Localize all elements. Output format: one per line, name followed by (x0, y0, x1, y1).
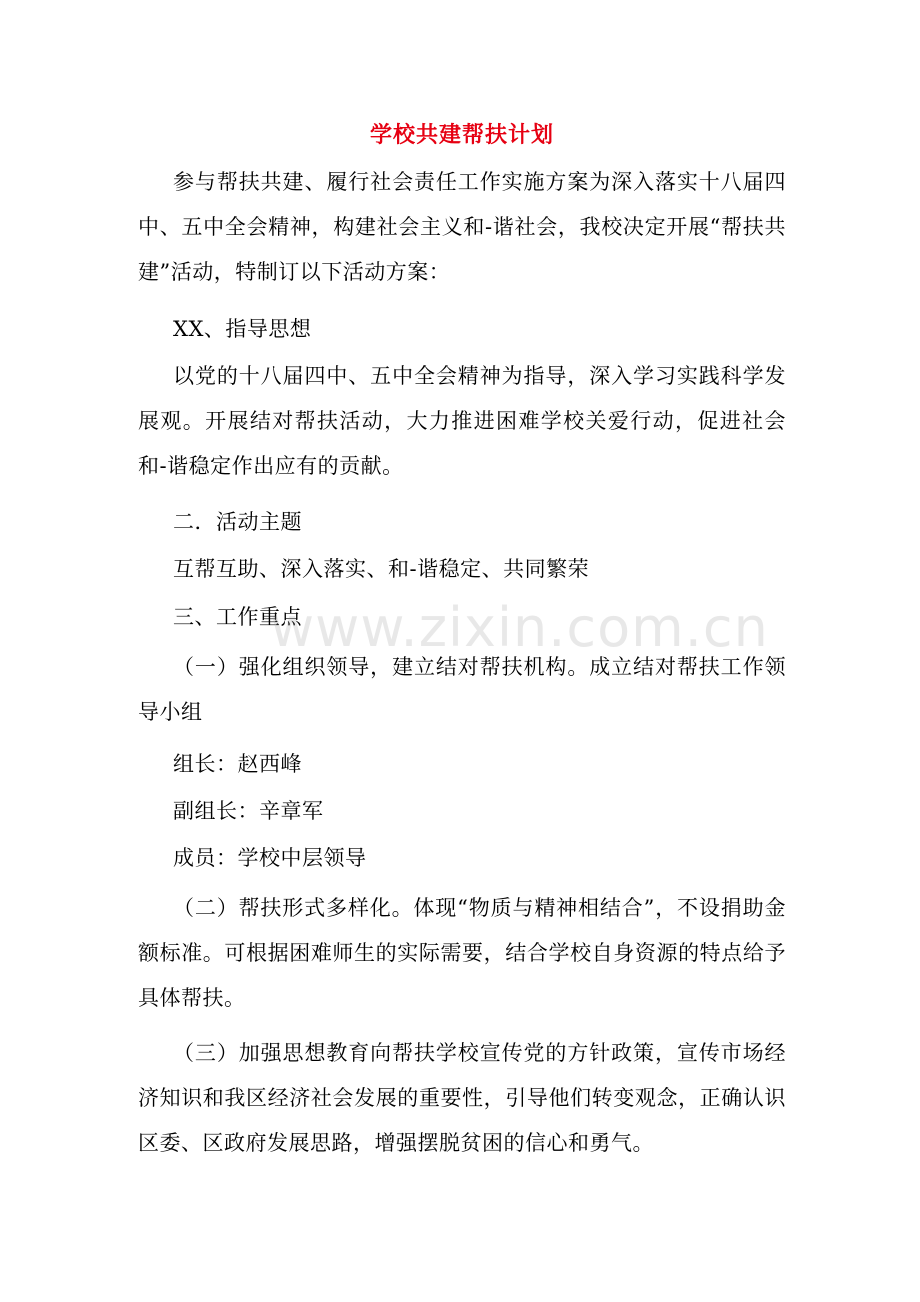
section-heading-work-focus: 三、工作重点 (173, 605, 302, 629)
watermark-text: www.zixin.com.cn (270, 596, 769, 659)
document-page (138, 0, 786, 1302)
paragraph-guiding-ideology: 以党的十八届四中、五中全会精神为指导，深入学习实践科学发展观。开展结对帮扶活动，大力推进困难学校关爱行动，促进社会和-谐稳定作出应有的贡献。 (138, 364, 786, 478)
paragraph-members: 成员：学校中层领导 (173, 846, 367, 870)
paragraph-activity-theme: 互帮互助、深入落实、和-谐稳定、共同繁荣 (173, 557, 590, 581)
section-heading-activity-theme: 二．活动主题 (173, 510, 302, 534)
section-heading-guiding-ideology: XX、指导思想 (173, 317, 312, 341)
document-title: 学校共建帮扶计划 (369, 122, 554, 148)
paragraph-focus-three: （三）加强思想教育向帮扶学校宣传党的方针政策，宣传市场经济知识和我区经济社会发展的重要性，引导他们转变观念，正确认识区委、区政府发展思路，增强摆脱贫困的信心和勇气。 (138, 1041, 786, 1155)
paragraph-focus-one: （一）强化组织领导，建立结对帮扶机构。成立结对帮扶工作领导小组 (138, 655, 786, 724)
paragraph-focus-two: （二）帮扶形式多样化。体现“物质与精神相结合”，不设捐助金额标准。可根据困难师生的实际需要，结合学校自身资源的特点给予具体帮扶。 (138, 896, 786, 1010)
paragraph-deputy-leader: 副组长：辛章军 (173, 799, 324, 823)
paragraph-group-leader: 组长：赵西峰 (173, 752, 302, 776)
paragraph-intro: 参与帮扶共建、履行社会责任工作实施方案为深入落实十八届四中、五中全会精神，构建社会主义和-谐社会，我校决定开展“帮扶共建”活动，特制订以下活动方案： (138, 170, 786, 284)
